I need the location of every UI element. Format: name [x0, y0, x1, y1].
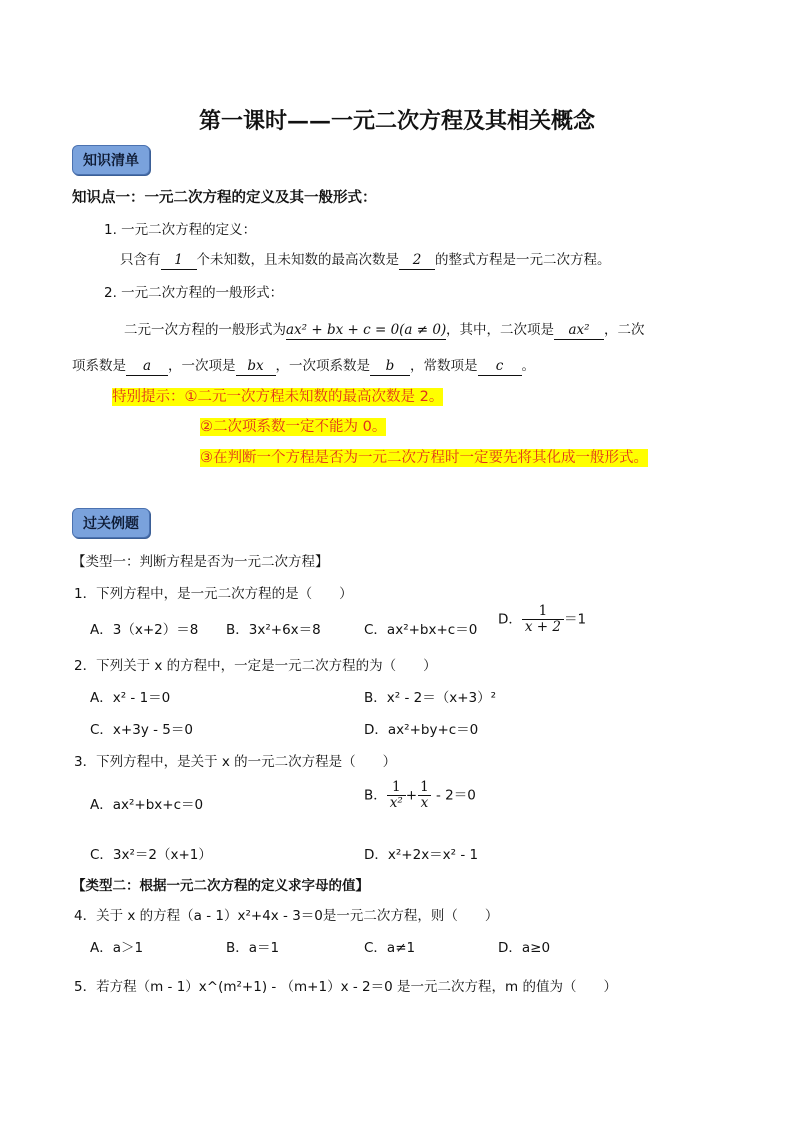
definition-sentence	[120, 248, 611, 270]
q1-d-numerator: 1	[538, 603, 548, 619]
q3-b-rest: - 2＝0	[431, 787, 476, 804]
q3-option-d: D．x²+2x＝x² - 1	[364, 847, 479, 863]
type-one-heading: 【类型一：判断方程是否为一元二次方程】	[72, 554, 329, 570]
type-two-heading: 【类型二：根据一元二次方程的定义求字母的值】	[72, 878, 369, 894]
question-3: 3．下列方程中，是关于 x 的一元二次方程是（ ）	[74, 754, 397, 770]
general-form-label: 2. 一元二次方程的一般形式：	[104, 285, 284, 301]
special-tip-2: ②二次项系数一定不能为 0。	[200, 419, 387, 435]
general-text-a: 二元一次方程的一般形式为	[124, 322, 286, 338]
special-tip-label: 特别提示：	[112, 389, 185, 405]
question-2: 2．下列关于 x 的方程中，一定是一元二次方程的为（ ）	[74, 658, 437, 674]
q1-option-a: A．3（x+2）＝8	[90, 622, 199, 638]
q1-d-denominator: x + 2	[522, 619, 564, 635]
general-form-line1	[124, 318, 645, 340]
special-tip-row2	[200, 415, 386, 436]
general-text-d: 项系数是	[72, 358, 126, 374]
blank-quadratic-term: ax²	[554, 322, 604, 340]
blank-highest-degree: 2	[399, 252, 435, 270]
q2-option-b: B．x² - 2＝（x+3）²	[364, 690, 497, 706]
q1-option-c: C．ax²+bx+c＝0	[364, 622, 478, 638]
q3-b-fraction-1	[387, 780, 406, 811]
q1-option-b: B．3x²+6x＝8	[226, 622, 321, 638]
q2-option-d: D．ax²+by+c＝0	[364, 722, 479, 738]
definition-text-b: 个未知数，且未知数的最高次数是	[196, 252, 399, 268]
q2-option-c: C．x+3y - 5＝0	[90, 722, 193, 738]
q4-option-c: C．a≠1	[364, 940, 416, 956]
special-tip-3: ③在判断一个方程是否为一元二次方程时一定要先将其化成一般形式。	[200, 450, 648, 466]
general-text-h: 。	[521, 358, 535, 374]
q2-option-a: A．x² - 1＝0	[90, 690, 171, 706]
q1-d-rhs: ＝1	[564, 611, 587, 628]
q3-option-b-label: B．	[364, 787, 387, 804]
blank-quadratic-coefficient: a	[126, 358, 168, 376]
general-text-f: ，一次项系数是	[275, 358, 370, 374]
page-title: 第一课时——一元二次方程及其相关概念	[198, 108, 595, 134]
general-text-b: ，其中，二次项是	[446, 322, 554, 338]
question-5: 5．若方程（m - 1）x^(m²+1) - （m+1）x - 2＝0 是一元二次方程，m 的值为（ ）	[74, 979, 617, 995]
q4-option-d: D．a≥0	[498, 940, 551, 956]
blank-general-form: ax² + bx + c = 0(a ≠ 0)	[286, 322, 447, 338]
q3-b-fraction-2	[417, 780, 432, 811]
general-form-line2	[72, 354, 535, 376]
blank-linear-coefficient: b	[370, 358, 410, 376]
special-tip-row1	[112, 385, 443, 406]
q3-option-a: A．ax²+bx+c＝0	[90, 797, 204, 813]
special-tip-row3	[200, 446, 648, 467]
knowledge-list-badge: 知识清单	[72, 145, 150, 175]
q3-b-f1-denominator: x²	[387, 795, 406, 811]
general-text-c: ，二次	[604, 322, 645, 338]
definition-text-c: 的整式方程是一元二次方程。	[435, 252, 611, 268]
examples-badge: 过关例题	[72, 508, 150, 538]
q3-b-f2-denominator: x	[418, 795, 432, 811]
q4-option-a: A．a＞1	[90, 940, 144, 956]
general-text-e: ，一次项是	[168, 358, 236, 374]
q3-option-c: C．3x²＝2（x+1）	[90, 847, 212, 863]
blank-unknowns-count: 1	[161, 252, 197, 270]
q3-option-b	[364, 780, 476, 811]
definition-text-a: 只含有	[120, 252, 161, 268]
question-1: 1．下列方程中，是一元二次方程的是（ ）	[74, 586, 353, 602]
special-tip-1: ①二元一次方程未知数的最高次数是 2。	[184, 389, 444, 405]
q4-option-b: B．a＝1	[226, 940, 280, 956]
q3-b-plus: +	[405, 787, 418, 804]
definition-label: 1. 一元二次方程的定义：	[104, 222, 257, 238]
q1-option-d-fraction	[522, 604, 564, 635]
question-4: 4．关于 x 的方程（a - 1）x²+4x - 3＝0是一元二次方程，则（ ）	[74, 908, 499, 924]
general-text-g: ，常数项是	[410, 358, 478, 374]
blank-constant-term: c	[478, 358, 522, 376]
blank-linear-term: bx	[236, 358, 276, 376]
q1-option-d	[498, 604, 586, 635]
knowledge-point-heading: 知识点一：一元二次方程的定义及其一般形式：	[72, 190, 377, 206]
q3-b-f2-numerator: 1	[420, 779, 429, 795]
q3-b-f1-numerator: 1	[391, 779, 401, 795]
q1-option-d-label: D．	[498, 611, 522, 628]
